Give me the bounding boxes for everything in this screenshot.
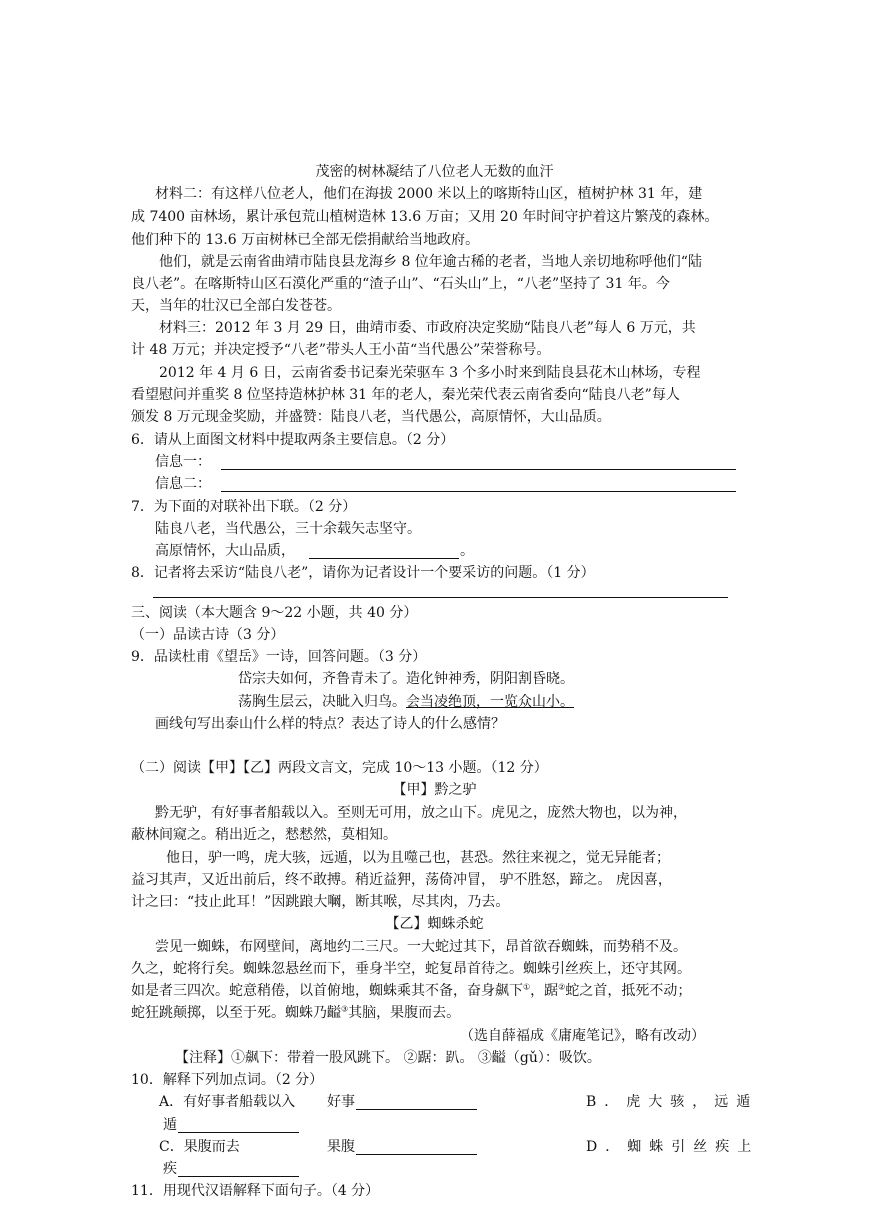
q10-option-c: C．果腹而去 — [159, 1139, 240, 1155]
yi-line: 尝见一蜘蛛，布网壁间，离地约二三尺。一大蛇过其下，昂首欲吞蜘蛛，而势稍不及。 — [155, 939, 687, 955]
material2-line: 良八老”。在喀斯特山区石漠化严重的“渣子山”、“石头山”上，“八老”坚持了 31 年。今 — [131, 276, 670, 292]
note-ref-2: ② — [558, 982, 566, 992]
yi-line — [131, 1003, 460, 1023]
question-7: 7．为下面的对联补出下联。（2 分） — [131, 499, 357, 515]
q8-answer-line[interactable] — [153, 597, 728, 598]
info2-answer-line[interactable] — [221, 491, 736, 492]
poem-line-1: 岱宗夫如何，齐鲁青未了。造化钟神秀，阴阳割昏晓。 — [238, 671, 574, 687]
yi-line: 久之，蛇将行矣。蜘蛛忽悬丝而下，垂身半空，蛇复昂首待之。蜘蛛引丝疾上，还守其网。 — [131, 961, 691, 977]
info1-label: 信息一： — [155, 454, 211, 470]
material2-line: 他们种下的 13.6 万亩树林已全部无偿捐献给当地政府。 — [131, 232, 480, 248]
yi-line-3a: 如是者三四次。蛇意稍倦，以首俯地，蜘蛛乘其不备，奋身飙下 — [131, 983, 523, 999]
yi-line-3b: ，踞 — [530, 983, 559, 999]
material2-line: 成 7400 亩林场，累计承包荒山植树造林 13.6 万亩；又用 20 年时间守护着这片繁茂的森林。 — [131, 209, 719, 225]
material3-line: 看望慰问并重奖 8 位坚持造林护林 31 年的老人，秦光荣代表云南省委向“陆良八老”每人 — [131, 387, 680, 403]
jia-line: 他日，驴一鸣，虎大骇，远遁，以为且噬己也，甚恐。然往来视之，觉无异能者； — [166, 850, 670, 866]
material3-line: 2012 年 4 月 6 日，云南省委书记秦光荣驱车 3 个多小时来到陆良县花木山林场，专程 — [159, 365, 701, 381]
poem-line-2a: 荡胸生层云，决眦入归鸟。 — [238, 694, 406, 710]
yi-line — [131, 981, 691, 1001]
section-3-heading: 三、阅读（本大题含 9～22 小题，共 40 分） — [131, 605, 418, 621]
jia-line: 计之曰：“技止此耳！”因跳踉大㘎，断其喉，尽其肉，乃去。 — [131, 894, 510, 910]
question-8: 8．记者将去采访“陆良八老”，请你为记者设计一个要采访的问题。（1 分） — [131, 565, 595, 581]
subsection-2-heading: （二）阅读【甲】【乙】两段文言文，完成 10～13 小题。（12 分） — [131, 760, 548, 776]
jia-line: 蔽林间窥之。稍出近之，慭慭然，莫相知。 — [131, 827, 397, 843]
word-zan: 齸 — [327, 1005, 341, 1021]
poem-line-2 — [238, 692, 574, 712]
q10-option-d: D．蜘蛛引丝疾上 — [586, 1139, 760, 1155]
q10-d-word: 疾 — [163, 1161, 177, 1177]
source-citation: （选自薛福成《庸庵笔记》，略有改动） — [460, 1028, 705, 1044]
question-10: 10．解释下列加点词。（2 分） — [131, 1072, 324, 1088]
question-9: 9．品读杜甫《望岳》一诗，回答问题。（3 分） — [131, 649, 427, 665]
couplet-answer-line[interactable] — [309, 558, 459, 559]
yi-title: 【乙】蜘蛛杀蛇 — [385, 916, 484, 932]
couplet-period: 。 — [460, 543, 474, 559]
q10-option-b: B．虎大骇，远遁 — [586, 1094, 759, 1110]
q10-a-answer-line[interactable] — [356, 1109, 477, 1110]
yi-line-4a: 蛇狂跳颠掷，以至于死。蜘蛛乃 — [131, 1005, 327, 1021]
q10-option-a: A．有好事者船载以入 — [159, 1094, 296, 1110]
jia-title: 【甲】黔之驴 — [392, 782, 477, 798]
note-ref-3: ③ — [341, 1004, 349, 1014]
q10-c-word: 果腹 — [327, 1139, 355, 1155]
material2-line: 天，当年的壮汉已全部白发苍苍。 — [131, 298, 341, 314]
passage-title: 茂密的树林凝结了八位老人无数的血汗 — [315, 164, 554, 180]
q10-d-answer-line[interactable] — [178, 1176, 299, 1177]
yi-line-4b: 其脑，果腹而去。 — [348, 1005, 461, 1021]
subsection-1-heading: （一）品读古诗（3 分） — [131, 627, 285, 643]
jia-line: 益习其声，又近出前后，终不敢搏。稍近益狎，荡倚冲冒， 驴不胜怒，蹄之。 虎因喜， — [131, 872, 672, 888]
material3-line: 颁发 8 万元现金奖励，并盛赞：陆良八老，当代愚公，高原情怀，大山品质。 — [131, 409, 611, 425]
annotations: 【注释】①飙下：带着一股风跳下。 ②踞：趴。 ③齸（gǔ）：吸饮。 — [175, 1050, 601, 1066]
question-11: 11．用现代汉语解释下面句子。（4 分） — [131, 1183, 380, 1199]
question-6: 6．请从上面图文材料中提取两条主要信息。（2 分） — [131, 432, 455, 448]
jia-line: 黔无驴，有好事者船载以入。至则无可用，放之山下。虎见之，庞然大物也，以为神， — [155, 805, 687, 821]
material3-line: 材料三：2012 年 3 月 29 日，曲靖市委、市政府决定奖励“陆良八老”每人 6 万元，共 — [159, 320, 696, 336]
material2-line: 材料二：有这样八位老人，他们在海拔 2000 米以上的喀斯特山区，植树护林 31 年，建 — [155, 186, 703, 202]
underlined-poem-line: 会当凌绝顶，一览众山小。 — [406, 694, 574, 710]
q10-b-word: 遁 — [163, 1117, 177, 1133]
yi-line-3c: 蛇之首，抵死不动； — [565, 983, 692, 999]
couplet-lower-start: 高原情怀，大山品质， — [155, 543, 295, 559]
note-ref-1: ① — [523, 982, 531, 992]
q10-b-answer-line[interactable] — [178, 1132, 299, 1133]
question-9-ask: 画线句写出泰山什么样的特点？表达了诗人的什么感情？ — [155, 716, 505, 732]
info1-answer-line[interactable] — [221, 469, 736, 470]
q10-a-word: 好事 — [327, 1094, 355, 1110]
material3-line: 计 48 万元；并决定授予“八老”带头人王小苗“当代愚公”荣誉称号。 — [131, 342, 551, 358]
info2-label: 信息二： — [155, 476, 211, 492]
q10-c-answer-line[interactable] — [356, 1154, 477, 1155]
material2-line: 他们，就是云南省曲靖市陆良县龙海乡 8 位年逾古稀的老者，当地人亲切地称呼他们“陆 — [159, 254, 702, 270]
couplet-upper: 陆良八老，当代愚公，三十余载矢志坚守。 — [155, 521, 421, 537]
